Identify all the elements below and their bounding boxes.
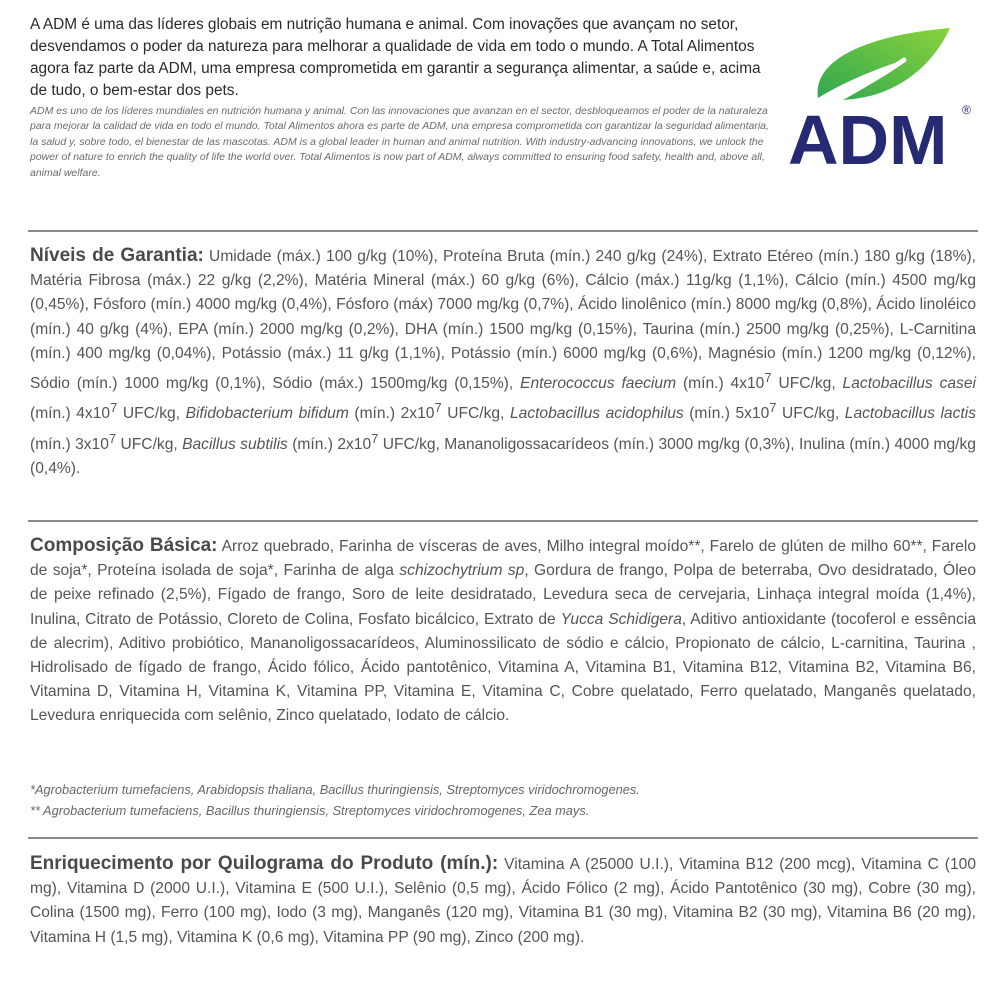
species-name: Bifidobacterium bifidum bbox=[185, 405, 349, 423]
garantia-text: (mín.) 2x10 bbox=[348, 405, 435, 423]
species-name: Lactobacillus acidophilus bbox=[509, 405, 684, 423]
enriquecimento-text: Vitamina A (25000 U.I.), Vitamina B12 (200 mcg), Vitamina C (100 mg), Vitamina D (2000 U.I.), Vitamina E (500 U.I.), Selênio (0,5 mg), Ácido Fólico (2 mg), Ácido Pantotênico (30 mg), Cobre (30 mg), Colina (1500 mg), Ferro (100 mg), Iodo (3 mg), Manganês (120 mg), Vitamina B1 (30 mg), Vitamina B2 (30 mg), Vitamina B6 (20 mg), Vitamina H (1,5 mg), Vitamina K (0,6 mg), Vitamina PP (90 mg), Zinco (200 mg). bbox=[30, 856, 976, 946]
intro-spanish-english-text: ADM es uno de los líderes mundiales en nutrición humana y animal. Con las innovaciones que avanzan en el sector, desbloqueamos el poder de la naturaleza para mejorar la calidad de vida en todo el mundo. Total Alimentos ahora es parte de ADM, una empresa comprometida con garantizar la seguridad alimentaria, la salud y, sobre todo, el bienestar de las mascotas. ADM is a global leader in human and animal nutrition. With industry-advancing innovations, we unlock the power of nature to enrich the quality of life the world over. Total Alimentos is now part of ADM, always committed to ensuring food safety, health and, above all, animal welfare. bbox=[30, 105, 769, 179]
species-name: Lactobacillus casei bbox=[842, 375, 976, 393]
garantia-text: Umidade (máx.) 100 g/kg (10%), Proteína Bruta (mín.) 240 g/kg (24%), Extrato Etéreo (mín.) 180 g/kg (18%), Matéria Fibrosa (máx.) 22 g/kg (2,2%), Matéria Mineral (máx.) 60 g/kg (6%), Cálcio (máx.) 11g/kg (1,1%), Cálcio (mín.) 4500 mg/kg (0,45%), Fósforo (mín.) 4000 mg/kg (0,4%), Fósforo (máx) 7000 mg/kg (0,7%), Ácido linolênico (mín.) 8000 mg/kg (0,8%), Ácido linoléico (mín.) 40 g/kg (4%), EPA (mín.) 2000 mg/kg (0,2%), DHA (mín.) 1500 mg/kg (0,15%), Taurina (mín.) 2500 mg/kg (0,25%), L-Carnitina (mín.) 400 mg/kg (0,04%), Potássio (máx.) 11 g/kg (1,1%), Potássio (mín.) 6000 mg/kg (0,6%), Magnésio (mín.) 1200 mg/kg (0,12%), Sódio (mín.) 1000 mg/kg (0,1%), Sódio (máx.) 1500mg/kg (0,15%), bbox=[30, 248, 976, 393]
exponent: 7 bbox=[769, 400, 777, 416]
divider-3 bbox=[28, 837, 978, 839]
garantia-heading: Níveis de Garantia: bbox=[30, 245, 204, 266]
enriquecimento-section bbox=[30, 852, 976, 950]
exponent: 7 bbox=[764, 370, 772, 386]
divider-2 bbox=[28, 520, 978, 522]
garantia-text: (mín.) 3x10 bbox=[30, 435, 109, 453]
garantia-text: (mín.) 4x10 bbox=[30, 405, 111, 423]
footnote-2: ** Agrobacterium tumefaciens, Bacillus thuringiensis, Streptomyces viridochromogenes, Zea mays. bbox=[30, 802, 590, 818]
garantia-section bbox=[30, 244, 976, 481]
garantia-text: UFC/kg, bbox=[116, 435, 183, 453]
composicao-text: Arroz quebrado, Farinha de vísceras de aves, Milho integral moído**, Farelo de glúten de milho 60**, Farelo de soja*, Proteína isolada de soja*, Farinha de alga bbox=[30, 538, 976, 580]
composicao-section bbox=[30, 534, 976, 729]
adm-leaf-icon bbox=[782, 16, 978, 176]
intro-block bbox=[30, 14, 770, 181]
footnotes bbox=[30, 780, 976, 821]
exponent: 7 bbox=[371, 430, 379, 446]
composicao-text: , Gordura de frango, Polpa de beterraba, Ovo desidratado, Óleo de peixe refinado (2,5%), Fígado de frango, Soro de leite desidratado, Levedura seca de cervejaria, Linhaça integral moída (1,4%), Inulina, Citrato de Potássio, Cloreto de Colina, Fosfato bicálcico, Extrato de bbox=[30, 562, 976, 628]
species-name: Enterococcus faecium bbox=[520, 375, 677, 393]
composicao-heading: Composição Básica: bbox=[30, 535, 218, 556]
enriquecimento-heading: Enriquecimento por Quilograma do Produto (mín.): bbox=[30, 853, 499, 874]
garantia-text: UFC/kg, bbox=[771, 375, 843, 393]
garantia-text: (mín.) 4x10 bbox=[676, 375, 765, 393]
divider-1 bbox=[28, 230, 978, 232]
exponent: 7 bbox=[110, 400, 118, 416]
garantia-text: (mín.) 5x10 bbox=[683, 405, 770, 423]
garantia-text: (mín.) 2x10 bbox=[287, 435, 372, 453]
species-name: Lactobacillus lactis bbox=[844, 405, 976, 423]
registered-mark: ® bbox=[962, 103, 971, 117]
composicao-text: , Aditivo antioxidante (tocoferol e essência de alecrim), Aditivo probiótico, Mananoligossacarídeos, Aluminossilicato de sódio e cálcio, Propionato de cálcio, L-carnitina, Taurina , Hidrolisado de fígado de frango, Ácido fólico, Ácido pantotênico, Vitamina A, Vitamina B1, Vitamina B12, Vitamina B2, Vitamina B6, Vitamina D, Vitamina H, Vitamina K, Vitamina PP, Vitamina E, Vitamina C, Cobre quelatado, Ferro quelatado, Manganês quelatado, Levedura enriquecida com selênio, Zinco quelatado, Iodato de cálcio. bbox=[30, 610, 976, 725]
species-name: Yucca Schidigera bbox=[560, 610, 682, 628]
garantia-text: UFC/kg, bbox=[117, 405, 186, 423]
garantia-text: UFC/kg, bbox=[441, 405, 510, 423]
adm-logo bbox=[782, 16, 978, 176]
exponent: 7 bbox=[108, 430, 117, 446]
adm-logo-text: ADM bbox=[788, 101, 948, 176]
intro-portuguese-text: A ADM é uma das líderes globais em nutrição humana e animal. Com inovações que avançam no setor, desvendamos o poder da natureza para melhorar a qualidade de vida em todo o mundo. A Total Alimentos agora faz parte da ADM, uma empresa comprometida em garantir a segurança alimentar, a saúde e, acima de tudo, o bem-estar dos pets. bbox=[30, 16, 761, 99]
exponent: 7 bbox=[434, 400, 442, 416]
species-name: schizochytrium sp bbox=[399, 562, 525, 580]
footnote-1: *Agrobacterium tumefaciens, Arabidopsis thaliana, Bacillus thuringiensis, Streptomyces viridochromogenes. bbox=[30, 782, 640, 797]
garantia-text: UFC/kg, bbox=[776, 405, 845, 423]
garantia-text: UFC/kg, Mananoligossacarídeos (mín.) 3000 mg/kg (0,3%), Inulina (mín.) 4000 mg/kg (0,4%). bbox=[30, 435, 976, 478]
species-name: Bacillus subtilis bbox=[182, 435, 288, 453]
